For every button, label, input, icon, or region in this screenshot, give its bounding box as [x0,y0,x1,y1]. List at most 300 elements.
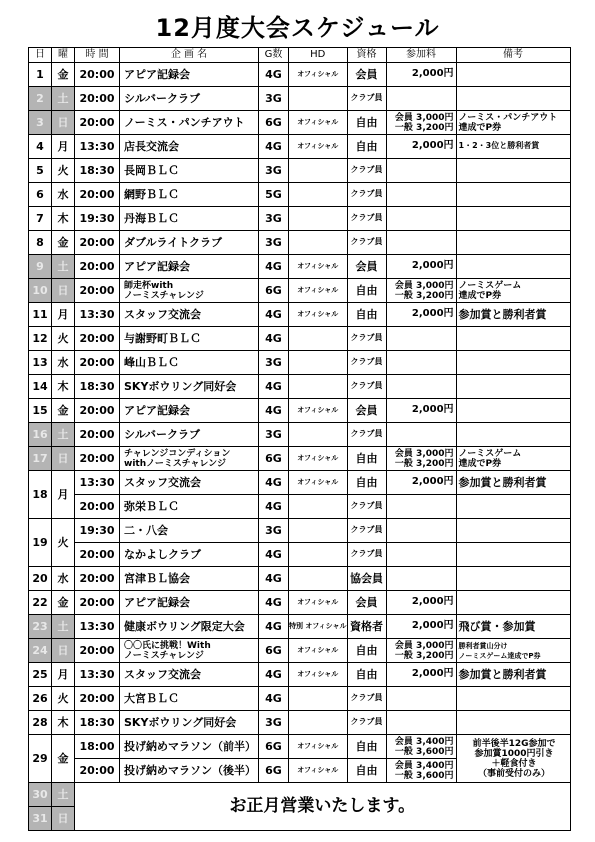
eligibility-cell: 自由 [347,759,386,783]
eligibility-cell: クラブ員 [347,351,386,375]
fee-cell [386,591,456,615]
fee-cell-lines [387,737,454,757]
table-row [29,615,571,639]
weekday-cell: 日 [52,279,75,303]
hd-cell [289,543,348,567]
hd-cell [289,687,348,711]
time-cell: 20:00 [75,183,120,207]
table-row [29,351,571,375]
weekday-cell: 木 [52,711,75,735]
weekday-cell: 金 [52,399,75,423]
eligibility-cell: クラブ員 [347,87,386,111]
table-row [29,447,571,471]
games-cell: 4G [259,543,289,567]
weekday-cell: 火 [52,519,75,567]
games-cell: 3G [259,159,289,183]
table-row [29,207,571,231]
table-row [29,399,571,423]
event-name-cell [120,615,259,639]
table-row [29,279,571,303]
time-cell: 18:30 [75,375,120,399]
eligibility-cell: 会員 [347,255,386,279]
hd-cell: オフィシャル [289,591,348,615]
fee-cell [386,663,456,687]
time-cell: 18:30 [75,159,120,183]
fee-cell [386,495,456,519]
notes-cell [456,711,570,735]
event-name-cell-text: 投げ納めマラソン（後半） [124,763,256,777]
weekday-cell: 土 [52,255,75,279]
games-cell: 3G [259,231,289,255]
event-name-cell-text: 大宮ＢＬＣ [124,691,179,705]
games-cell: 6G [259,759,289,783]
weekday-cell: 日 [52,807,75,831]
fee-cell-text: 2,000円 [411,404,454,416]
notes-cell [456,375,570,399]
table-row [29,543,571,567]
event-name-cell [120,711,259,735]
notes-lines [459,739,570,779]
weekday-cell: 月 [52,471,75,519]
table-row [29,159,571,183]
closing-message: お正月営業いたします。 [75,783,571,831]
event-name-cell-text: アピア記録会 [124,595,190,609]
day-cell: 14 [29,375,52,399]
notes-cell [456,231,570,255]
weekday-cell: 土 [52,87,75,111]
day-cell: 23 [29,615,52,639]
event-name-cell-text: スタッフ交流会 [124,667,201,681]
weekday-cell: 火 [52,327,75,351]
fee-cell [386,159,456,183]
fee-cell-text: 2,000円 [411,596,454,608]
games-cell: 4G [259,495,289,519]
fee-cell [386,567,456,591]
eligibility-cell: クラブ員 [347,159,386,183]
day-cell: 30 [29,783,52,807]
table-row [29,495,571,519]
notes-cell-line: 達成でP券 [458,458,502,469]
notes-cell [456,303,570,327]
notes-cell [456,111,570,135]
hd-cell [289,231,348,255]
fee-cell [386,615,456,639]
weekday-cell: 日 [52,111,75,135]
time-cell: 20:00 [75,447,120,471]
weekday-cell: 火 [52,687,75,711]
games-cell: 4G [259,399,289,423]
day-cell: 25 [29,663,52,687]
weekday-cell: 土 [52,783,75,807]
table-row [29,735,571,759]
eligibility-cell: クラブ員 [347,519,386,543]
time-cell: 13:30 [75,615,120,639]
event-name-cell-text: 弥栄ＢＬＣ [124,499,179,513]
fee-cell [386,183,456,207]
notes-cell [456,87,570,111]
games-cell: 6G [259,735,289,759]
hd-cell: オフィシャル [289,471,348,495]
event-name-cell-line: withノーミスチャレンジ [124,458,226,469]
notes-cell-text: 飛び賞・参加賞 [458,619,536,633]
time-cell: 20:00 [75,759,120,783]
notes-cell-text: 1・2・3位と勝利者賞 [458,141,540,151]
fee-cell-text: 2,000円 [411,476,454,488]
time-cell: 20:00 [75,591,120,615]
hd-cell: オフィシャル [289,663,348,687]
fee-cell-line: 会員 3,000円 [394,640,454,651]
fee-cell-text: 2,000円 [411,620,454,632]
fee-cell-text: 2,000円 [411,308,454,320]
weekday-cell: 月 [52,135,75,159]
day-cell: 16 [29,423,52,447]
fee-cell-lines [387,113,454,133]
day-cell: 2 [29,87,52,111]
event-name-cell [120,687,259,711]
eligibility-cell: クラブ員 [347,423,386,447]
hd-cell [289,375,348,399]
time-cell: 20:00 [75,423,120,447]
event-name-cell-text: SKYボウリング同好会 [124,379,237,393]
notes-cell [456,639,570,663]
games-cell: 4G [259,303,289,327]
day-cell: 13 [29,351,52,375]
event-name-cell [120,207,259,231]
games-cell: 3G [259,519,289,543]
table-row [29,687,571,711]
games-cell: 3G [259,87,289,111]
event-name-cell [120,567,259,591]
notes-cell [456,183,570,207]
day-cell: 18 [29,471,52,519]
event-name-cell [120,663,259,687]
day-cell: 8 [29,231,52,255]
notes-cell [456,423,570,447]
table-row [29,231,571,255]
hd-cell [289,183,348,207]
fee-cell [386,711,456,735]
header-day: 日 [29,48,52,63]
event-name-cell [120,735,259,759]
event-name-cell-lines [124,449,258,469]
notes-cell [456,327,570,351]
games-cell: 4G [259,327,289,351]
notes-cell-line: 達成でP券 [458,122,502,133]
header-time: 時 間 [75,48,120,63]
hd-cell [289,567,348,591]
weekday-cell: 土 [52,423,75,447]
notes-cell [456,663,570,687]
notes-line: （事前受付のみ） [478,768,551,779]
fee-cell [386,135,456,159]
event-name-cell [120,447,259,471]
eligibility-cell: 会員 [347,591,386,615]
fee-cell-lines [387,761,454,781]
day-cell: 12 [29,327,52,351]
fee-cell [386,111,456,135]
fee-cell-line: 一般 3,200円 [394,650,454,661]
notes-cell [456,255,570,279]
notes-cell [456,279,570,303]
eligibility-cell: 自由 [347,111,386,135]
event-name-cell [120,111,259,135]
eligibility-cell: 自由 [347,471,386,495]
notes-cell-line: ノーミスゲーム [458,448,522,459]
hd-cell [289,711,348,735]
weekday-cell: 金 [52,231,75,255]
event-name-cell-text: ダブルライトクラブ [124,235,223,249]
notes-line: 前半後半12G参加で [472,738,556,749]
event-name-cell [120,327,259,351]
weekday-cell: 日 [52,447,75,471]
event-name-cell [120,351,259,375]
day-cell: 6 [29,183,52,207]
table-row [29,303,571,327]
games-cell: 4G [259,663,289,687]
table-row [29,711,571,735]
eligibility-cell: クラブ員 [347,183,386,207]
event-name-cell-text: 与謝野町ＢＬＣ [124,331,201,345]
eligibility-cell: 自由 [347,303,386,327]
fee-cell-text: 2,000円 [411,140,454,152]
time-cell: 20:00 [75,399,120,423]
day-cell: 7 [29,207,52,231]
fee-cell-line: 会員 3,000円 [394,448,454,459]
games-cell: 3G [259,351,289,375]
hd-cell [289,423,348,447]
event-name-cell-lines [124,281,258,301]
games-cell: 6G [259,111,289,135]
header-weekday: 曜 [52,48,75,63]
time-cell: 13:30 [75,663,120,687]
fee-cell [386,543,456,567]
day-cell: 20 [29,567,52,591]
event-name-cell-text: アピア記録会 [124,403,190,417]
notes-cell-line: ノーミス・パンチアウト [458,112,558,123]
table-row [29,471,571,495]
day-cell: 26 [29,687,52,711]
fee-cell [386,303,456,327]
eligibility-cell: 会員 [347,63,386,87]
eligibility-cell: クラブ員 [347,495,386,519]
table-row [29,111,571,135]
fee-cell-text: 2,000円 [411,668,454,680]
hd-cell [289,495,348,519]
event-name-cell [120,471,259,495]
time-cell: 20:00 [75,639,120,663]
fee-cell [386,639,456,663]
eligibility-cell: 自由 [347,663,386,687]
notes-cell [456,543,570,567]
games-cell: 6G [259,447,289,471]
hd-cell [289,327,348,351]
notes-cell-line: 勝利者賞山分け [458,641,508,650]
notes-cell [456,471,570,495]
eligibility-cell: クラブ員 [347,375,386,399]
table-row [29,567,571,591]
event-name-cell [120,135,259,159]
day-cell: 10 [29,279,52,303]
notes-cell [456,495,570,519]
event-name-cell [120,159,259,183]
event-name-cell-line: ノーミスチャレンジ [124,290,204,301]
games-cell: 6G [259,639,289,663]
eligibility-cell: クラブ員 [347,687,386,711]
fee-cell-lines [387,449,454,469]
day-cell: 15 [29,399,52,423]
event-name-cell [120,423,259,447]
fee-cell [386,375,456,399]
time-cell: 20:00 [75,495,120,519]
time-cell: 20:00 [75,687,120,711]
header-fee: 参加料 [386,48,456,63]
event-name-cell [120,231,259,255]
time-cell: 20:00 [75,327,120,351]
fee-cell [386,687,456,711]
fee-cell [386,207,456,231]
hd-cell: オフィシャル [289,447,348,471]
notes-cell [456,399,570,423]
hd-cell: オフィシャル [289,255,348,279]
eligibility-cell: クラブ員 [347,231,386,255]
fee-cell-line: 一般 3,600円 [394,746,454,757]
hd-cell [289,207,348,231]
fee-cell-line: 会員 3,000円 [394,112,454,123]
notes-cell [456,351,570,375]
day-cell: 28 [29,711,52,735]
fee-cell [386,351,456,375]
event-name-cell [120,183,259,207]
notes-cell-line: 達成でP券 [458,290,502,301]
table-row [29,375,571,399]
event-name-cell-text: 丹海ＢＬＣ [124,211,179,225]
notes-cell [456,207,570,231]
eligibility-cell: 資格者 [347,615,386,639]
day-cell: 22 [29,591,52,615]
event-name-cell [120,399,259,423]
weekday-cell: 水 [52,567,75,591]
hd-cell: オフィシャル [289,111,348,135]
notes-cell-text: 参加賞と勝利者賞 [458,307,547,321]
event-name-cell-text: アピア記録会 [124,259,190,273]
hd-cell: 特別 オフィシャル [289,615,348,639]
hd-cell: オフィシャル [289,63,348,87]
time-cell: 20:00 [75,543,120,567]
notes-cell [456,135,570,159]
event-name-cell-text: 宮津ＢＬ協会 [124,571,190,585]
event-name-cell-text: ノーミス・パンチアウト [124,115,245,129]
games-cell: 4G [259,687,289,711]
event-name-cell [120,279,259,303]
weekday-cell: 金 [52,735,75,783]
fee-cell [386,471,456,495]
day-cell: 4 [29,135,52,159]
table-row [29,135,571,159]
notes-line: 参加賞1000円引き [474,748,554,759]
fee-cell-line: 一般 3,200円 [394,458,454,469]
weekday-cell: 水 [52,351,75,375]
eligibility-cell: クラブ員 [347,711,386,735]
fee-cell [386,231,456,255]
weekday-cell: 金 [52,63,75,87]
day-cell: 3 [29,111,52,135]
fee-cell [386,63,456,87]
event-name-cell-text: 長岡ＢＬＣ [124,163,179,177]
hd-cell: オフィシャル [289,735,348,759]
games-cell: 4G [259,615,289,639]
weekday-cell: 月 [52,663,75,687]
notes-cell [456,567,570,591]
hd-cell: オフィシャル [289,639,348,663]
fee-cell [386,327,456,351]
day-cell: 1 [29,63,52,87]
day-cell: 29 [29,735,52,783]
event-name-cell-text: SKYボウリング同好会 [124,715,237,729]
day-cell: 24 [29,639,52,663]
fee-cell [386,399,456,423]
header-hd: HD [289,48,348,63]
day-cell: 5 [29,159,52,183]
event-name-cell [120,591,259,615]
eligibility-cell: クラブ員 [347,543,386,567]
eligibility-cell: 協会員 [347,567,386,591]
games-cell: 3G [259,423,289,447]
notes-cell [456,63,570,87]
fee-cell-line: 会員 3,000円 [394,280,454,291]
eligibility-cell: 自由 [347,735,386,759]
notes-cell-text: 参加賞と勝利者賞 [458,475,547,489]
event-name-cell-text: 峰山ＢＬＣ [124,355,179,369]
hd-cell [289,519,348,543]
event-name-cell-text: シルバークラブ [124,427,200,441]
fee-cell [386,519,456,543]
notes-cell [456,615,570,639]
eligibility-cell: 自由 [347,447,386,471]
fee-cell [386,759,456,783]
notes-cell [456,519,570,543]
eligibility-cell: 自由 [347,639,386,663]
games-cell: 5G [259,183,289,207]
table-row [29,87,571,111]
day-cell: 11 [29,303,52,327]
eligibility-cell: 自由 [347,279,386,303]
games-cell: 4G [259,255,289,279]
notes-cell [456,447,570,471]
time-cell: 13:30 [75,471,120,495]
table-row [29,183,571,207]
table-row [29,591,571,615]
table-row [29,639,571,663]
games-cell: 4G [259,471,289,495]
notes-cell-line: ノーミスゲーム達成でP券 [458,651,541,660]
time-cell: 18:30 [75,711,120,735]
event-name-cell-lines [124,641,258,661]
notes-cell-line: ノーミスゲーム [458,280,522,291]
notes-cell-lines [459,113,570,133]
event-name-cell [120,759,259,783]
day-cell: 9 [29,255,52,279]
fee-cell-line: 一般 3,200円 [394,290,454,301]
notes-cell [456,591,570,615]
games-cell: 4G [259,63,289,87]
table-row [29,519,571,543]
weekday-cell: 木 [52,375,75,399]
weekday-cell: 水 [52,183,75,207]
notes-cell [456,159,570,183]
event-name-cell-line: 〇〇氏に挑戦！With [124,640,211,651]
time-cell: 13:30 [75,135,120,159]
event-name-cell-text: スタッフ交流会 [124,307,201,321]
